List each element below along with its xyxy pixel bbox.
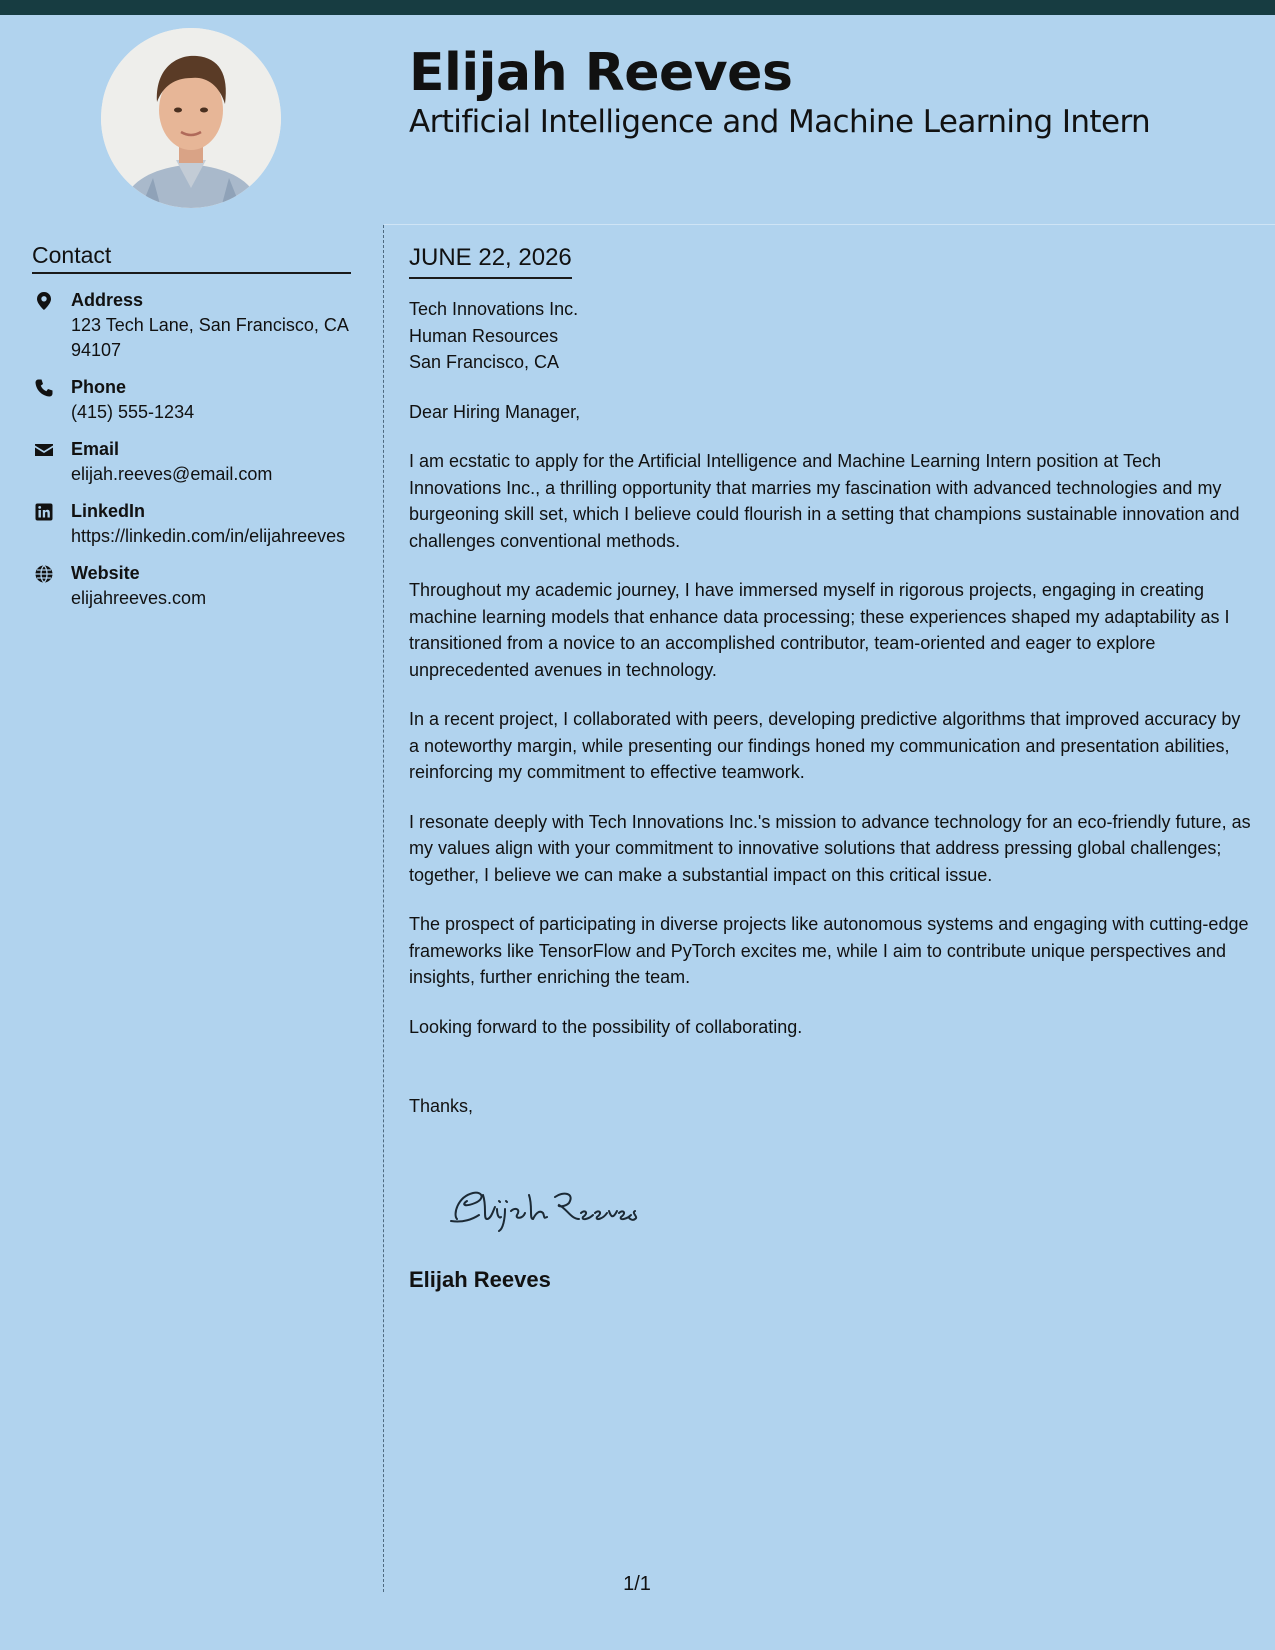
paragraph: In a recent project, I collaborated with peers, developing predictive algorithms that improved accuracy by a noteworthy margin, while presenting our findings honed my communication and presentation abilities, reinforcing my commitment to effective teamwork. [409,709,1241,782]
contact-sidebar [32,240,351,611]
phone-value: (415) 555-1234 [71,402,195,422]
address-value: 123 Tech Lane, San Francisco, CA 94107 [71,315,348,360]
envelope-icon [34,440,54,460]
contact-linkedin [32,499,351,549]
globe-icon [34,564,54,584]
recipient-block [409,296,1254,376]
column-divider [383,225,384,1592]
signer-name: Elijah Reeves [409,1267,551,1292]
map-pin-icon [34,291,54,311]
greeting: Dear Hiring Manager, [409,401,581,422]
contact-label: Email [71,439,120,459]
paragraph: I resonate deeply with Tech Innovations Inc.'s mission to advance technology for an eco-friendly future, as my values align with your commitment to innovative solutions that address pressing global challenges; together, I believe we can make a substantial impact on this critical issue. [409,811,1251,885]
recipient-location: San Francisco, CA [409,352,560,372]
linkedin-icon [34,502,54,522]
linkedin-value[interactable]: https://linkedin.com/in/elijahreeves [71,526,346,546]
contact-website [32,561,351,611]
paragraph: The prospect of participating in diverse projects like autonomous systems and engaging with cutting-edge frameworks like TensorFlow and PyTorch excites me, while I aim to contribute unique perspectives and insights, further enriching the team. [409,914,1249,987]
contact-address [32,288,351,363]
profile-photo [101,28,281,208]
phone-icon [34,378,54,398]
paragraph: Throughout my academic journey, I have immersed myself in rigorous projects, engaging in creating machine learning models that enhance data processing; these experiences shaped my adaptability as I transitioned from a novice to an accomplished contributor, team-oriented and eager to explore unprecedented avenues in technology. [409,580,1230,680]
paragraph: Looking forward to the possibility of collaborating. [409,1016,803,1037]
recipient-department: Human Resources [409,325,559,346]
email-value: elijah.reeves@email.com [71,464,273,484]
contact-heading: Contact [32,240,351,274]
page-number: 1/1 [623,1573,651,1595]
contact-label: Address [71,290,144,310]
paragraph: I am ecstatic to apply for the Artificial Intelligence and Machine Learning Intern position at Tech Innovations Inc., a thrilling opportunity that marries my fascination with advanced technologies and my burgeoning skill set, which I believe could flourish in a setting that champions sustainable innovation and challenges conventional methods. [409,451,1240,551]
job-title: Artificial Intelligence and Machine Learning Intern [409,104,1151,140]
signature-image [443,1175,653,1235]
letter-body [409,240,1254,1120]
contact-label: LinkedIn [71,501,146,521]
contact-label: Website [71,563,140,583]
contact-label: Phone [71,377,127,397]
recipient-company: Tech Innovations Inc. [409,299,579,319]
letter-date: JUNE 22, 2026 [409,240,572,279]
website-value[interactable]: elijahreeves.com [71,588,207,608]
closing: Thanks, [409,1096,474,1116]
applicant-name: Elijah Reeves [409,43,793,103]
header-rule [384,224,1275,225]
top-bar [0,0,1275,15]
contact-email [32,437,351,487]
contact-phone [32,375,351,425]
